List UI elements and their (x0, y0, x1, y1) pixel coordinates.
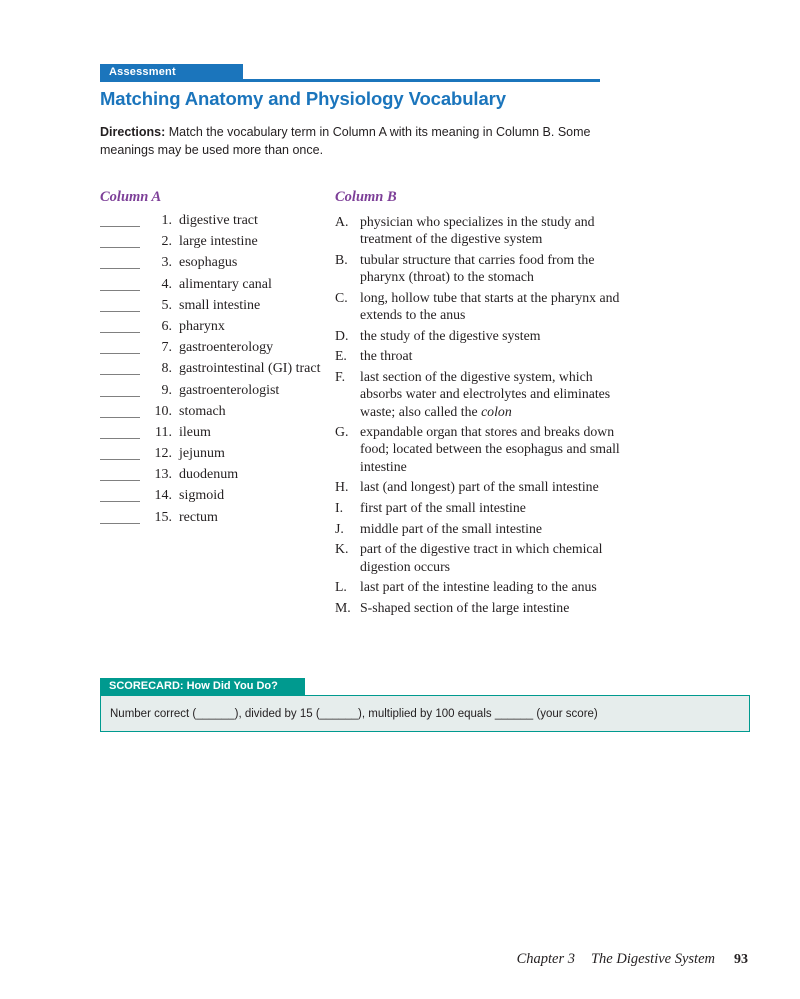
banner-rule (100, 79, 600, 82)
definition-letter: F. (335, 369, 346, 385)
scorecard-line: Number correct (______), divided by 15 (______), multiplied by 100 equals ______ (your score) (110, 707, 598, 720)
answer-blank[interactable] (100, 371, 140, 375)
definition-text (360, 347, 623, 364)
item-number: 2. (161, 234, 172, 250)
vocab-term: pharynx (179, 318, 225, 334)
definition-text-main: middle part of the small intestine (360, 520, 543, 536)
definition-letter: A. (335, 214, 349, 229)
item-number: 3. (161, 255, 172, 271)
definition-row (335, 289, 623, 323)
item-number: 15. (154, 509, 172, 525)
definition-text (360, 289, 623, 323)
vocab-term: ileum (179, 424, 211, 440)
vocab-item-row (100, 425, 335, 446)
vocab-item-row (100, 255, 335, 276)
page-number: 93 (734, 952, 748, 967)
item-number: 11. (155, 424, 172, 440)
directions (100, 124, 620, 159)
vocab-item-row (100, 467, 335, 488)
answer-blank[interactable] (100, 498, 140, 502)
item-number: 4. (161, 276, 172, 292)
definition-text-main: tubular structure that carries food from the pharynx (throat) to the stomach (360, 251, 598, 285)
definition-letter: I. (335, 500, 344, 516)
column-a-list (100, 213, 335, 531)
definition-text-main: long, hollow tube that starts at the pharynx and extends to the anus (360, 289, 623, 323)
definition-text-main: the throat (360, 348, 413, 364)
definition-letter: E. (335, 348, 347, 364)
book-section-title: The Digestive System (590, 951, 715, 967)
vocab-term: small intestine (179, 297, 261, 313)
definition-text (360, 578, 623, 595)
definition-row (335, 540, 623, 574)
definition-row (335, 368, 623, 420)
directions-label: Directions: (100, 125, 166, 139)
column-a-header: Column A (100, 189, 162, 205)
definition-text-main: last part of the intestine leading to the anus (360, 579, 597, 595)
definition-text (360, 520, 623, 537)
page-footer (517, 951, 748, 968)
answer-blank[interactable] (100, 329, 140, 333)
vocab-item-row (100, 446, 335, 467)
directions-text: Match the vocabulary term in Column A with its meaning in Column B. Some meanings may be used more than once. (100, 125, 594, 157)
definition-text (360, 327, 623, 344)
scorecard-header-label: SCORECARD: How Did You Do? (109, 680, 278, 692)
definition-row (335, 478, 623, 495)
vocab-term: alimentary canal (179, 276, 272, 292)
item-number: 6. (161, 318, 172, 334)
vocab-item-row (100, 319, 335, 340)
definition-letter: M. (335, 600, 351, 616)
definition-text-italic: colon (481, 403, 512, 419)
item-number: 1. (161, 213, 172, 228)
definition-row (335, 423, 623, 475)
answer-blank[interactable] (100, 520, 140, 524)
vocab-term: digestive tract (179, 213, 258, 228)
vocab-term: duodenum (179, 467, 239, 483)
answer-blank[interactable] (100, 456, 140, 460)
column-b-list (335, 213, 623, 616)
vocab-item-row (100, 340, 335, 361)
answer-blank[interactable] (100, 265, 140, 269)
definition-letter: K. (335, 541, 349, 557)
answer-blank[interactable] (100, 477, 140, 481)
vocab-item-row (100, 404, 335, 425)
definition-letter: B. (335, 251, 348, 267)
definition-letter: D. (335, 327, 349, 343)
item-number: 10. (154, 403, 172, 419)
answer-blank[interactable] (100, 414, 140, 418)
item-number: 9. (161, 382, 172, 398)
vocab-term: gastroenterologist (179, 382, 280, 398)
item-number: 14. (154, 488, 172, 504)
vocab-term: rectum (179, 509, 218, 525)
definition-text-main: physician who specializes in the study and treatment of the digestive system (360, 214, 598, 247)
vocab-term: large intestine (179, 234, 258, 250)
item-number: 13. (154, 467, 172, 483)
answer-blank[interactable] (100, 223, 140, 227)
definition-row (335, 327, 623, 344)
answer-blank[interactable] (100, 308, 140, 312)
vocab-item-row (100, 213, 335, 234)
vocab-term: stomach (179, 403, 226, 419)
definition-letter: H. (335, 479, 349, 495)
definition-text (360, 499, 623, 516)
definition-letter: G. (335, 424, 349, 440)
scorecard-header (100, 678, 305, 695)
answer-blank[interactable] (100, 435, 140, 439)
answer-blank[interactable] (100, 287, 140, 291)
vocab-item-row (100, 277, 335, 298)
vocab-item-row (100, 383, 335, 404)
definition-letter: C. (335, 289, 348, 305)
item-number: 5. (161, 297, 172, 313)
vocab-term: sigmoid (179, 488, 225, 504)
definition-row (335, 347, 623, 364)
item-number: 12. (154, 446, 172, 462)
vocab-term: esophagus (179, 255, 238, 271)
vocab-item-row (100, 298, 335, 319)
definition-text (360, 368, 623, 420)
vocab-term: gastrointestinal (GI) tract (179, 361, 321, 377)
definition-text (360, 423, 623, 475)
definition-text-main: last section of the digestive system, which absorbs water and electrolytes and eliminates waste; also called the (360, 369, 614, 419)
definition-row (335, 499, 623, 516)
definition-row (335, 520, 623, 537)
item-number: 8. (161, 361, 172, 377)
answer-blank[interactable] (100, 244, 140, 248)
definition-text-main: expandable organ that stores and breaks down food; located between the esophagus and small intestine (360, 424, 624, 474)
definition-row (335, 599, 623, 616)
definition-letter: J. (335, 520, 344, 536)
vocab-item-row (100, 488, 335, 509)
definition-row (335, 578, 623, 595)
assessment-banner-label: Assessment (109, 66, 176, 78)
vocab-item-row (100, 510, 335, 531)
definition-text-main: part of the digestive tract in which chemical digestion occurs (360, 541, 606, 574)
column-b-header: Column B (335, 189, 397, 205)
column-a (100, 189, 335, 531)
answer-blank[interactable] (100, 393, 140, 397)
vocab-item-row (100, 361, 335, 382)
definition-text (360, 540, 623, 574)
vocab-term: gastroenterology (179, 340, 274, 356)
definition-row (335, 213, 623, 247)
item-number: 7. (161, 340, 172, 356)
definition-text (360, 599, 623, 616)
definition-text (360, 213, 623, 247)
page-title: Matching Anatomy and Physiology Vocabulary (100, 88, 506, 109)
definition-text-main: last (and longest) part of the small intestine (360, 479, 599, 495)
definition-letter: L. (335, 579, 347, 595)
definition-text-main: the study of the digestive system (360, 327, 541, 343)
chapter-label: Chapter 3 (516, 951, 575, 967)
definition-text-main: S-shaped section of the large intestine (360, 600, 570, 616)
answer-blank[interactable] (100, 350, 140, 354)
definition-row (335, 251, 623, 285)
definition-text-main: first part of the small intestine (360, 500, 526, 516)
definition-text (360, 478, 623, 495)
vocab-item-row (100, 234, 335, 255)
vocab-term: jejunum (179, 446, 225, 462)
scorecard-box (100, 695, 750, 732)
definition-text (360, 251, 623, 285)
column-b (335, 189, 623, 620)
